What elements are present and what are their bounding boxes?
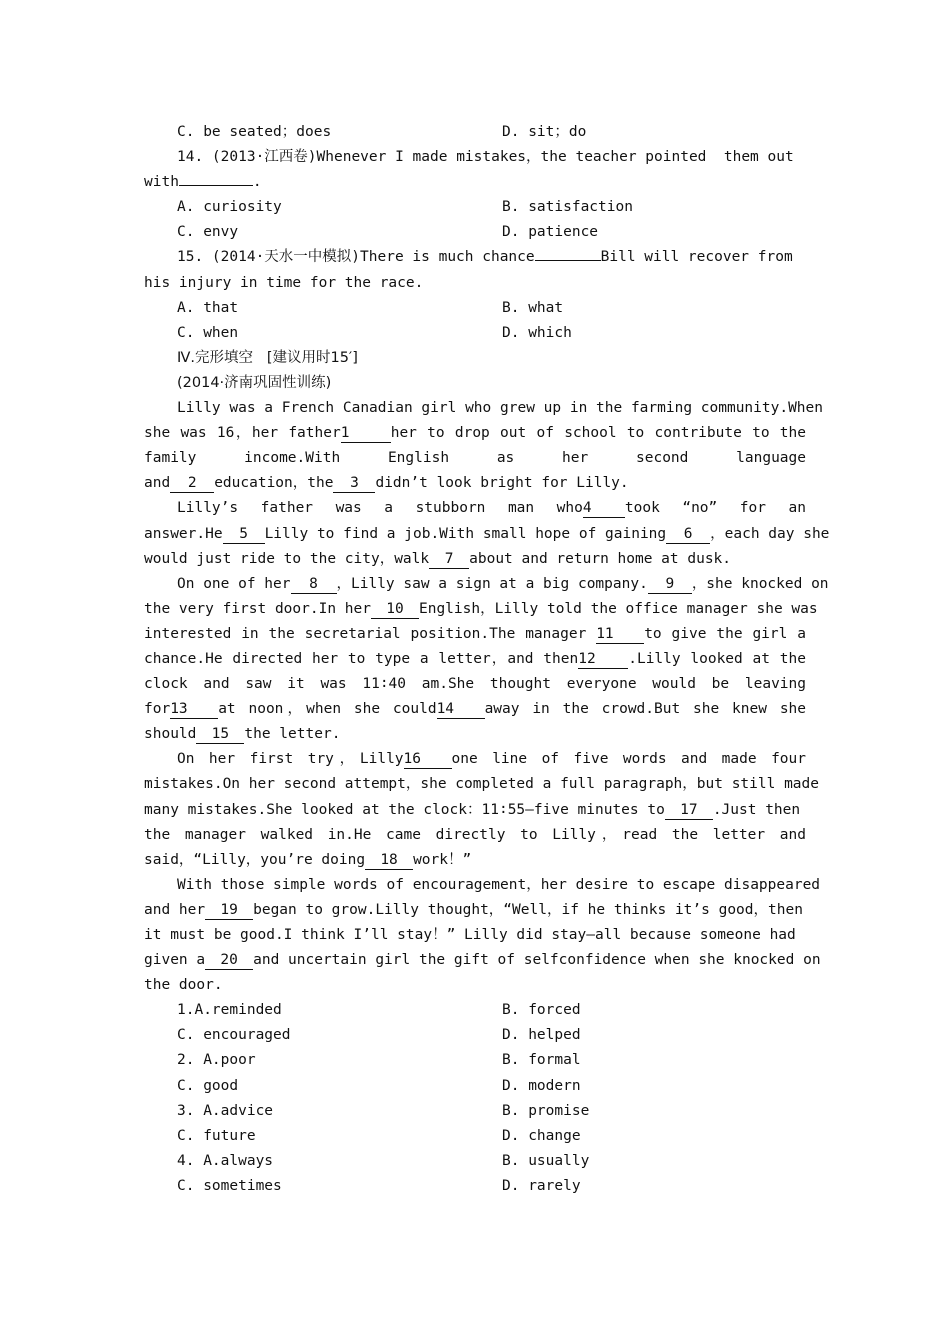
question-14-stem: 14. (2013·江西卷)Whenever I made mistakes，the teacher pointed them out [177, 149, 794, 166]
option: A. curiosity [177, 199, 282, 216]
option: B. formal [502, 1052, 581, 1069]
option: D. which [502, 324, 572, 341]
question-15-stem-cont: his injury in time for the race. [144, 274, 424, 291]
option: A. that [177, 299, 239, 316]
option: C. envy [177, 224, 239, 241]
answer-options [144, 1174, 806, 1199]
question-14-options [144, 220, 806, 245]
option: B. forced [502, 1002, 581, 1019]
answer-options [144, 1149, 806, 1174]
passage-line: On her first try，Lilly16 one line of five words and made four [177, 751, 806, 768]
passage-line: the manager walked in.He came directly to Lilly，read the letter and [144, 826, 806, 843]
passage-line: Lilly’s father was a stubborn man who4 took “no” for an [177, 500, 806, 517]
passage-line: she was 16，her father1 her to drop out of school to contribute to the [144, 425, 806, 442]
option: D. sit；do [502, 124, 587, 140]
document-page [144, 120, 830, 1199]
option: C. good [177, 1077, 239, 1094]
option: D. rarely [502, 1177, 581, 1194]
option: B. satisfaction [502, 199, 633, 216]
section-heading: Ⅳ.完形填空 [建议用时15′] [177, 349, 358, 366]
passage-line: and her 19 began to grow.Lilly thought，“Well，if he thinks it’s good，then [144, 901, 803, 918]
answer-options [144, 1023, 806, 1048]
option: D. modern [502, 1077, 581, 1094]
option: C. sometimes [177, 1177, 282, 1194]
option: D. helped [502, 1027, 581, 1044]
answer-options [144, 1099, 806, 1124]
option: 3. A.advice [177, 1102, 274, 1119]
passage-line: the door. [144, 977, 223, 994]
passage-line: With those simple words of encouragement，her desire to escape disappeared [177, 876, 821, 893]
question-15-options [144, 321, 806, 346]
option: D. change [502, 1127, 581, 1144]
answer-options [144, 998, 806, 1023]
answer-options [144, 1124, 806, 1149]
passage-line: On one of her 8 ，Lilly saw a sign at a big company. 9 ，she knocked on [177, 575, 829, 592]
passage-line: interested in the secretarial position.The manager 11 to give the girl a [144, 625, 806, 642]
option: 1.A.reminded [177, 1002, 282, 1019]
passage-line: would just ride to the city，walk 7 about and return home at dusk. [144, 550, 732, 567]
option: B. promise [502, 1102, 590, 1119]
passage-line: answer.He 5 Lilly to find a job.With small hope of gaining 6 ，each day she [144, 525, 830, 542]
option: 2. A.poor [177, 1052, 256, 1069]
passage-line: clock and saw it was 11∶40 am.She thought everyone would be leaving [144, 676, 806, 693]
answer-options [144, 1048, 806, 1073]
passage-line: chance.He directed her to type a letter，and then12 .Lilly looked at the [144, 650, 806, 667]
question-14-stem-cont: with . [144, 174, 262, 191]
passage-line: given a 20 and uncertain girl the gift of selfconfidence when she knocked on [144, 952, 821, 969]
option: C. be seated；does [177, 124, 332, 140]
passage-line: family income.With English as her second language [144, 450, 806, 467]
passage-line: for13 at noon，when she could14 away in the crowd.But she knew she [144, 701, 806, 718]
option: B. usually [502, 1152, 590, 1169]
passage-line: it must be good.I think I’ll stay！” Lilly did stay—all because someone had [144, 927, 796, 943]
passage-line: said，“Lilly，you’re doing 18 work！” [144, 851, 472, 868]
answer-options [144, 1074, 806, 1099]
passage-line: the very first door.In her 10 English，Lilly told the office manager she was [144, 600, 818, 617]
section-source: (2014·济南巩固性训练) [177, 374, 332, 391]
question-15-options [144, 296, 806, 321]
question-13-options [144, 120, 806, 145]
option: C. when [177, 324, 239, 341]
option: C. encouraged [177, 1027, 291, 1044]
passage-line: should 15 the letter. [144, 726, 341, 743]
option: B. what [502, 299, 564, 316]
passage-line: and 2 education，the 3 didn’t look bright for Lilly. [144, 475, 629, 492]
passage-line: mistakes.On her second attempt，she completed a full paragraph，but still made [144, 776, 820, 793]
option: 4. A.always [177, 1152, 274, 1169]
passage-line: many mistakes.She looked at the clock：11∶55—five minutes to 17 .Just then [144, 801, 801, 818]
question-15-stem: 15. (2014·天水一中模拟)There is much chance Bill will recover from [177, 249, 793, 266]
option: C. future [177, 1127, 256, 1144]
question-14-options [144, 195, 806, 220]
passage-line: Lilly was a French Canadian girl who grew up in the farming community.When [177, 400, 824, 417]
option: D. patience [502, 224, 599, 241]
